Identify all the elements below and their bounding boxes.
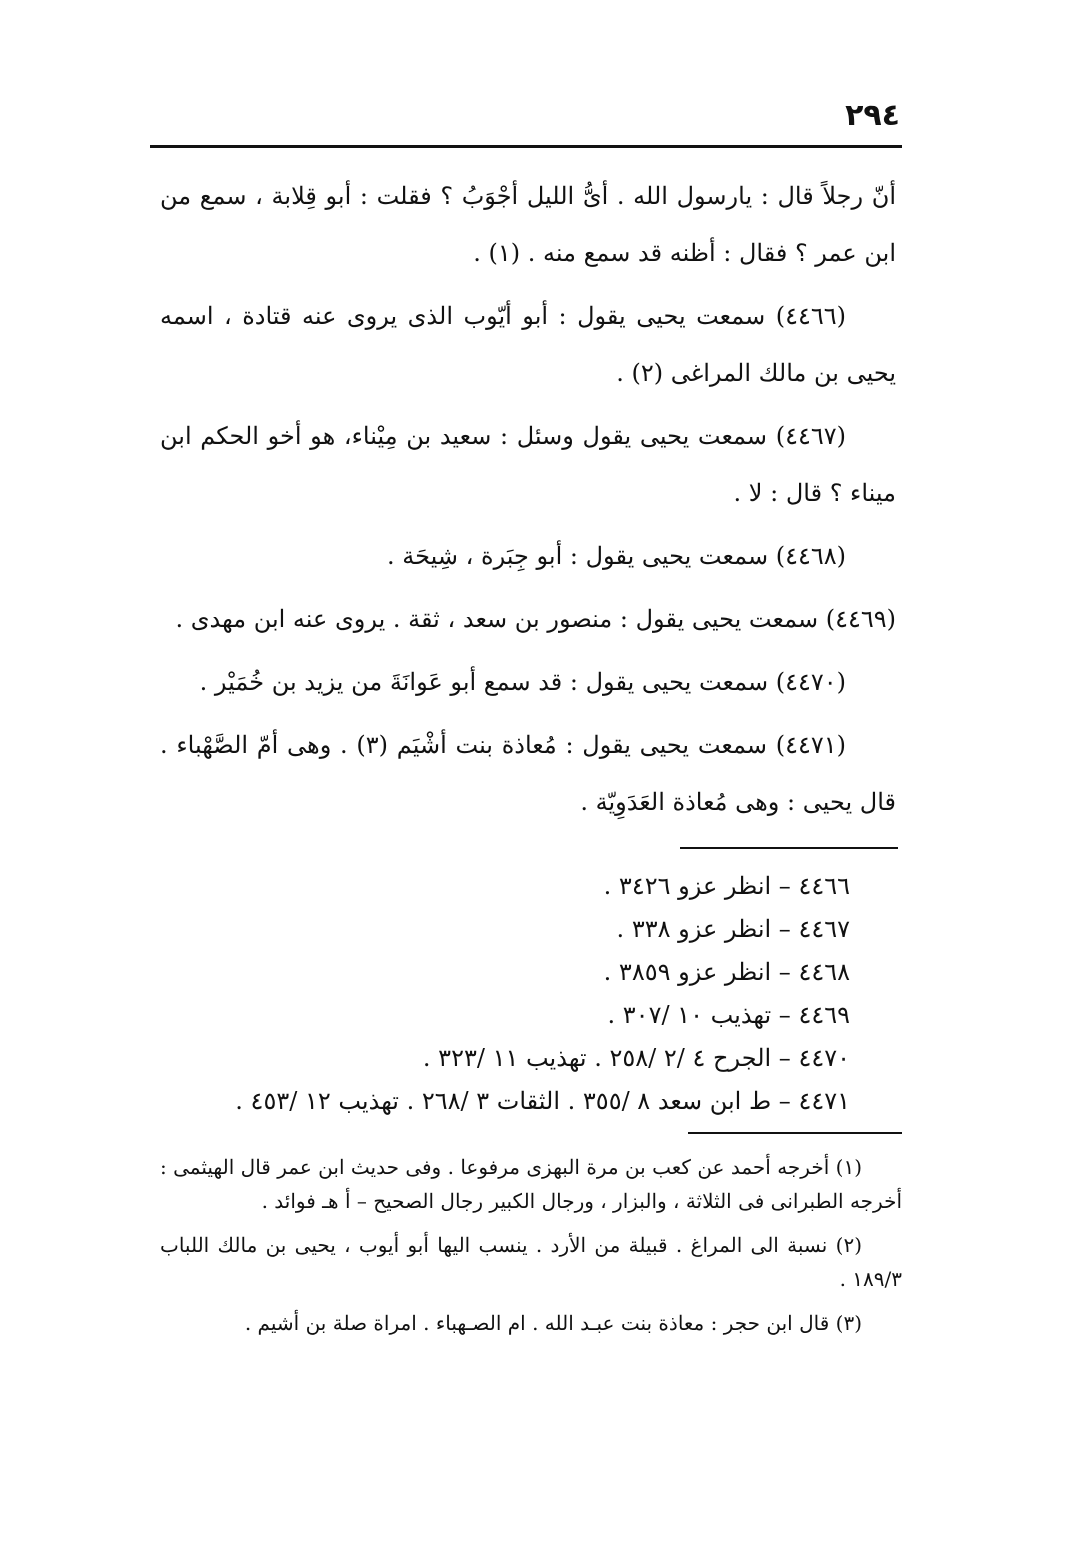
footnote-divider [688,1132,902,1134]
paragraph: (٤٤٦٩) سمعت يحيى يقول : منصور بن سعد ، ثقة . يروى عنه ابن مهدى . [175,605,896,633]
reference-line: ٤٤٧١ – ط ابن سعد ٨ /٣٥٥ . الثقات ٣ /٢٦٨ . تهذيب ١٢ /٤٥٣ . [235,1087,850,1115]
section-divider [680,847,898,849]
paragraph: (٤٤٧١) سمعت يحيى يقول : مُعاذة بنت أشْيَم (٣) . وهى أمّ الصَّهْباء . قال يحيى : وهى مُعاذة العَدَوِيّة . [160,731,896,816]
paragraph: (٤٤٦٧) سمعت يحيى يقول وسئل : سعيد بن مِيْناء، هو أخو الحكم ابن ميناء ؟ قال : لا . [160,422,896,507]
footnotes [160,1150,902,1350]
footnote: (١) أخرجه أحمد عن كعب بن مرة البهزى مرفوعا . وفى حديث ابن عمر قال الهيثمى : أخرجه الطبرانى فى الثلاثة ، والبزار ، ورجال الكبير رجال الصحيح – أ هـ فوائد . [160,1155,902,1213]
header-rule [150,145,902,148]
paragraph: (٤٤٦٦) سمعت يحيى يقول : أبو أيّوب الذى يروى عنه قتادة ، اسمه يحيى بن مالك المراغى (٢) . [160,302,896,387]
paragraph: أنّ رجلاً قال : يارسول الله . أىُّ الليل أجْوَبُ ؟ فقلت : أبو قِلابة ، سمع من ابن عمر ؟ فقال : أظنه قد سمع منه . (١) . [160,182,896,267]
page-number: ٢٩٤ [845,98,900,133]
reference-line: ٤٤٧٠ – الجرح ٤ /٢ /٢٥٨ . تهذيب ١١ /٣٢٣ . [422,1044,850,1072]
reference-line: ٤٤٦٨ – انظر عزو ٣٨٥٩ . [603,958,850,986]
footnote: (٣) قال ابن حجر : معاذة بنت عبـد الله . ام الصـهباء . امراة صلة بن أشيم . [244,1311,862,1335]
paragraph: (٤٤٦٨) سمعت يحيى يقول : أبو جِبَرة ، شِيحَة . [387,542,846,570]
paragraph: (٤٤٧٠) سمعت يحيى يقول : قد سمع أبو عَوانَةَ من يزيد بن خُمَيْر . [199,668,846,696]
main-text [160,168,896,837]
reference-line: ٤٤٦٦ – انظر عزو ٣٤٢٦ . [603,872,850,900]
reference-list [160,865,850,1123]
footnote: (٢) نسبة الى المراغ . قبيلة من الأرد . ينسب اليها أبو أيوب ، يحيى بن مالك اللباب ١٨٩/٣ . [160,1233,902,1291]
reference-line: ٤٤٦٧ – انظر عزو ٣٣٨ . [616,915,850,943]
reference-line: ٤٤٦٩ – تهذيب ١٠ /٣٠٧ . [607,1001,850,1029]
